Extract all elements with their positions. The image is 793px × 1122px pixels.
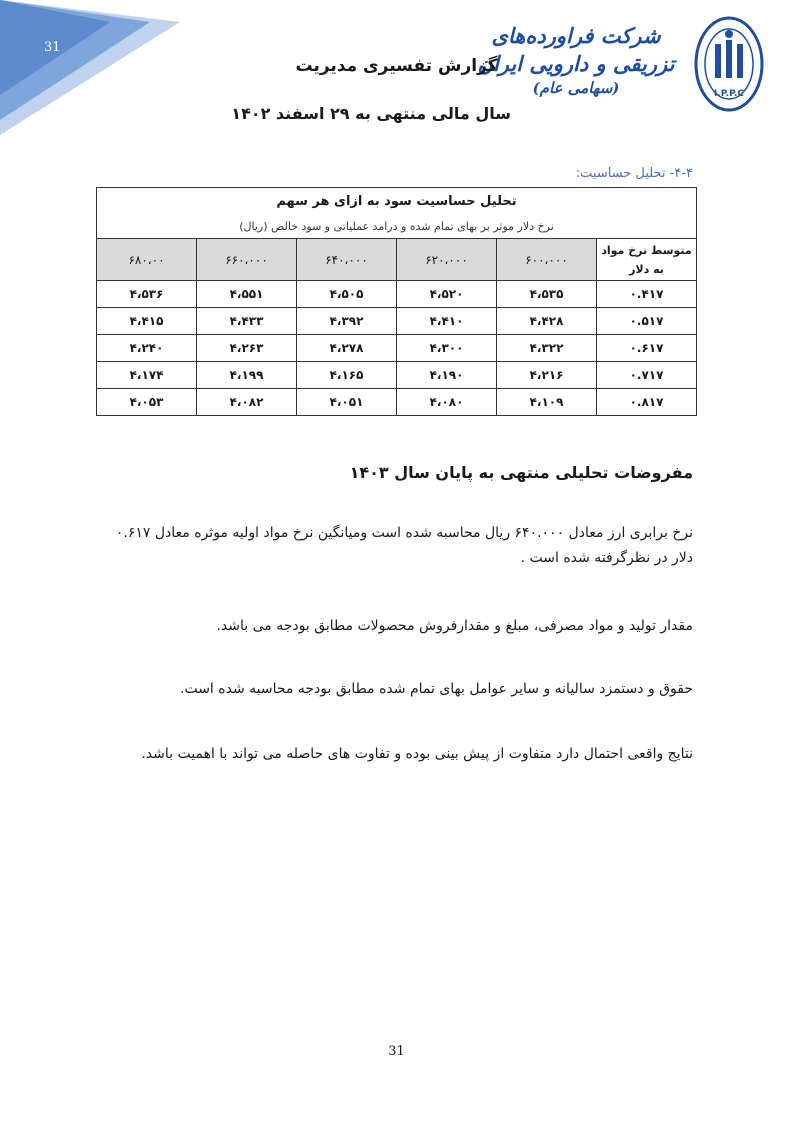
table-cell: ۴،۱۷۴ <box>97 362 197 389</box>
table-cell: ۴،۴۲۸ <box>497 308 597 335</box>
assumptions-title: مفروضات تحلیلی منتهی به پایان سال ۱۴۰۳ <box>349 463 693 482</box>
assumption-paragraph: نرخ برابری ارز معادل ۶۴۰.۰۰۰ ریال محاسبه شده است ومیانگین نرخ مواد اولیه موثره معادل ۰.۶۱۷ دلار در نظرگرفته شده است . <box>115 525 693 566</box>
row-header-line-1: متوسط نرخ مواد <box>601 243 692 257</box>
table-cell: ۴،۵۰۵ <box>297 281 397 308</box>
table-cell: ۴،۰۸۰ <box>397 389 497 416</box>
table-cell: ۴،۱۹۰ <box>397 362 497 389</box>
column-header: ۶۴۰،۰۰۰ <box>297 239 397 281</box>
row-header-label <box>597 239 697 281</box>
assumption-paragraph: نتایج واقعی احتمال دارد متفاوت از پیش بینی بوده و تفاوت های حاصله می تواند با اهمیت باشد. <box>141 746 693 762</box>
table-cell: ۴،۰۵۱ <box>297 389 397 416</box>
table-cell: ۴،۴۱۰ <box>397 308 497 335</box>
table-row <box>97 281 697 308</box>
row-label: ۰.۷۱۷ <box>597 362 697 389</box>
table-row <box>97 389 697 416</box>
table-subtitle: نرخ دلار موثر بر بهای تمام شده و درامد عملیاتی و سود خالص (ریال) <box>97 215 697 239</box>
footer-page-number: 31 <box>388 1044 405 1059</box>
table-cell: ۴،۳۹۲ <box>297 308 397 335</box>
table-title: تحلیل حساسیت سود به ازای هر سهم <box>97 188 697 216</box>
logo-line-1: شرکت فراورده‌های تزریقی و دارویی ایران <box>477 23 675 76</box>
row-label: ۰.۸۱۷ <box>597 389 697 416</box>
row-header-line-2: به دلار <box>629 262 664 276</box>
svg-text:I.P.P.C: I.P.P.C <box>713 89 745 99</box>
table-header-row <box>97 239 697 281</box>
table-cell: ۴،۴۳۳ <box>197 308 297 335</box>
row-label: ۰.۶۱۷ <box>597 335 697 362</box>
table-cell: ۴،۵۵۱ <box>197 281 297 308</box>
table-row <box>97 308 697 335</box>
table-cell: ۴،۲۷۸ <box>297 335 397 362</box>
assumption-paragraph: حقوق و دستمزد سالیانه و سایر عوامل بهای تمام شده مطابق بودجه محاسبه شده است. <box>180 681 693 697</box>
header-page-number: 31 <box>44 40 61 55</box>
row-label: ۰.۵۱۷ <box>597 308 697 335</box>
column-header: ۶۶۰،۰۰۰ <box>197 239 297 281</box>
table-row <box>97 362 697 389</box>
table-cell: ۴،۲۶۳ <box>197 335 297 362</box>
logo-line-2: (سهامی عام) <box>532 79 620 97</box>
table-cell: ۴،۰۵۳ <box>97 389 197 416</box>
table-cell: ۴،۴۱۵ <box>97 308 197 335</box>
report-title: گزارش تفسیری مدیریت <box>295 56 498 76</box>
table-cell: ۴،۵۲۰ <box>397 281 497 308</box>
column-header: ۶۸۰،۰۰ <box>97 239 197 281</box>
table-cell: ۴،۵۳۵ <box>497 281 597 308</box>
table-cell: ۴،۱۰۹ <box>497 389 597 416</box>
table-cell: ۴،۱۶۵ <box>297 362 397 389</box>
table-cell: ۴،۲۱۶ <box>497 362 597 389</box>
table-row <box>97 335 697 362</box>
table-cell: ۴،۳۰۰ <box>397 335 497 362</box>
table-cell: ۴،۰۸۲ <box>197 389 297 416</box>
section-heading: ۴-۴- تحلیل حساسیت: <box>575 166 693 181</box>
column-header: ۶۲۰،۰۰۰ <box>397 239 497 281</box>
fiscal-period: سال مالی منتهی به ۲۹ اسفند ۱۴۰۲ <box>231 104 511 123</box>
table-cell: ۴،۳۲۲ <box>497 335 597 362</box>
assumption-paragraph: مقدار تولید و مواد مصرفی، مبلغ و مقدارفروش محصولات مطابق بودجه می باشد. <box>216 618 693 634</box>
table-cell: ۴،۱۹۹ <box>197 362 297 389</box>
row-label: ۰.۴۱۷ <box>597 281 697 308</box>
column-header: ۶۰۰،۰۰۰ <box>497 239 597 281</box>
table-cell: ۴،۵۳۶ <box>97 281 197 308</box>
table-cell: ۴،۲۴۰ <box>97 335 197 362</box>
sensitivity-table <box>96 187 697 416</box>
